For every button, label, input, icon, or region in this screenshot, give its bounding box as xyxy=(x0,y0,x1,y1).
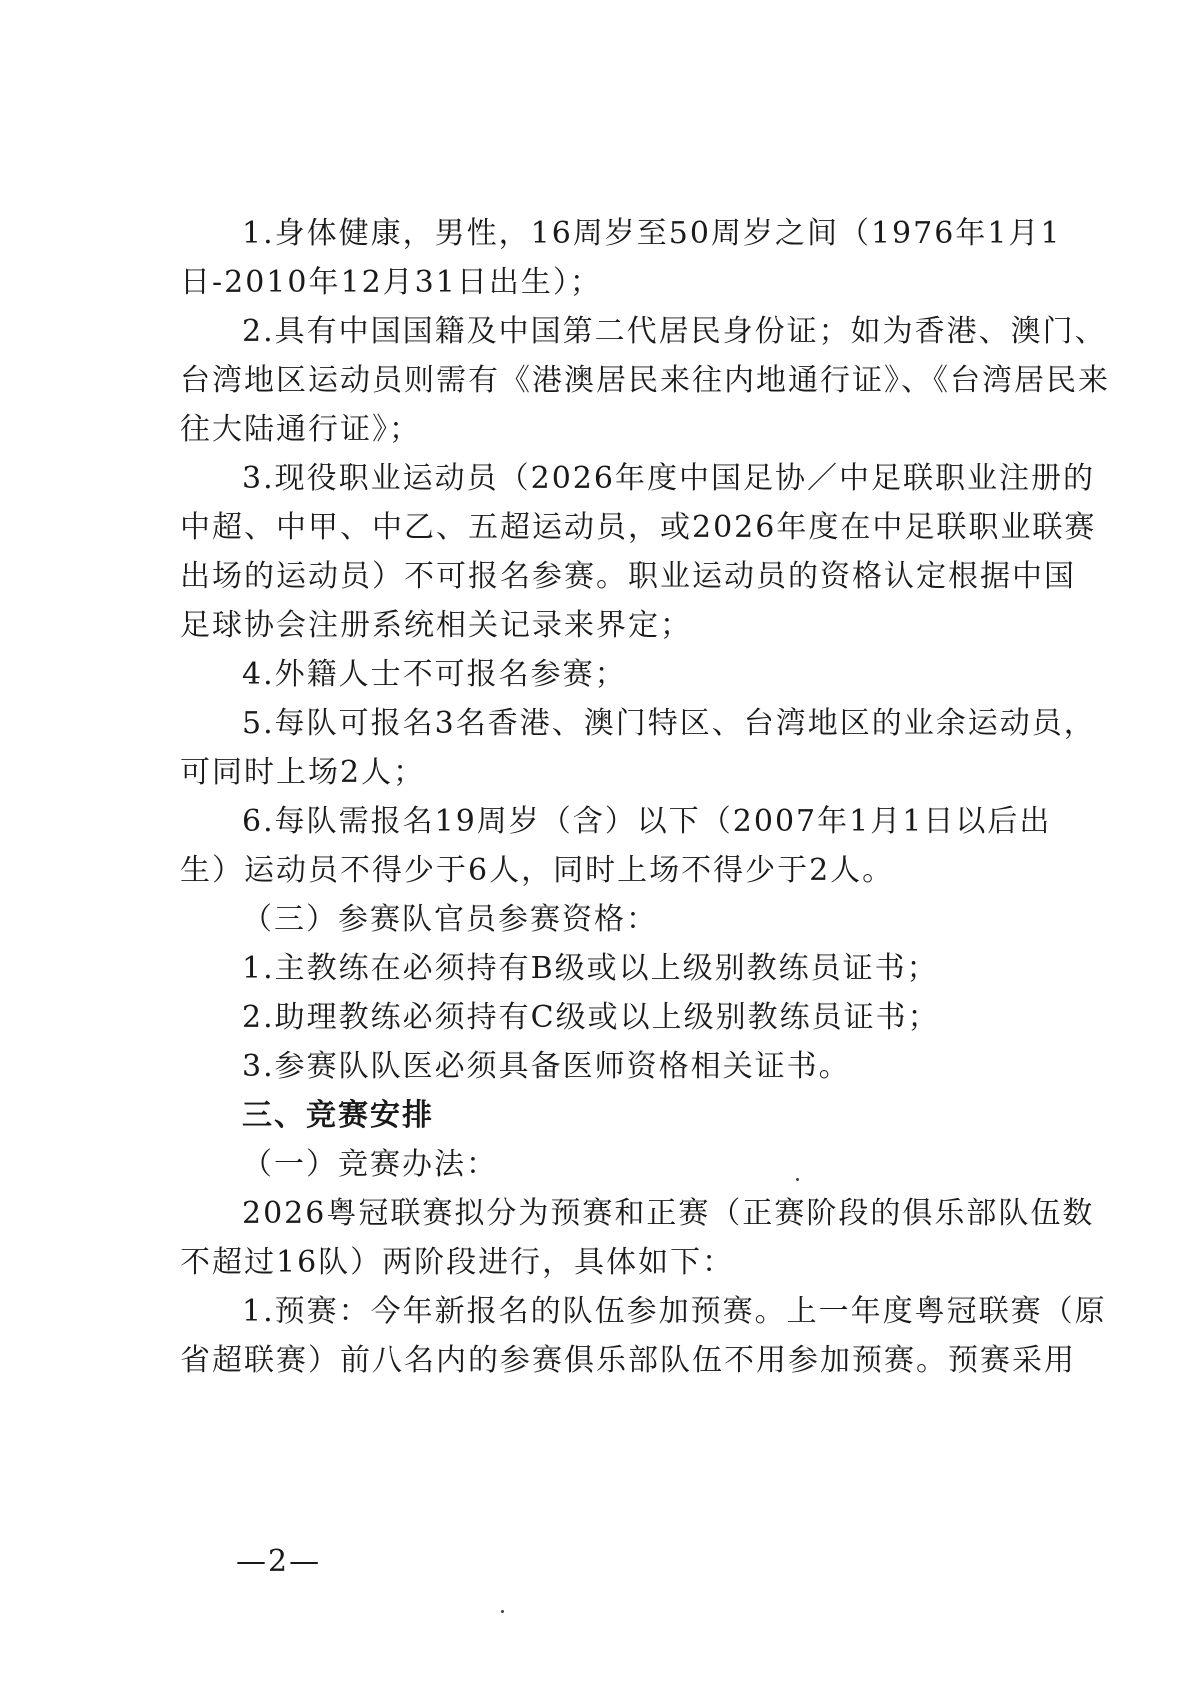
scan-speck xyxy=(796,1178,799,1181)
paragraph-line: 出场的运动员）不可报名参赛。职业运动员的资格认定根据中国 xyxy=(180,559,1076,594)
paragraph-line: 足球协会注册系统相关记录来界定； xyxy=(180,608,692,643)
paragraph-line: 3.现役职业运动员（2026年度中国足协／中足联职业注册的 xyxy=(242,461,1095,496)
paragraph-line: 2026粤冠联赛拟分为预赛和正赛（正赛阶段的俱乐部队伍数 xyxy=(242,1196,1095,1231)
paragraph-line: 5.每队可报名3名香港、澳门特区、台湾地区的业余运动员， xyxy=(242,706,1096,741)
paragraph-line: 2.具有中国国籍及中国第二代居民身份证；如为香港、澳门、 xyxy=(242,314,1107,349)
scan-speck xyxy=(501,1610,504,1613)
paragraph-line: 生）运动员不得少于6人，同时上场不得少于2人。 xyxy=(180,853,895,888)
page-number: —2— xyxy=(236,1544,322,1579)
paragraph-line: 6.每队需报名19周岁（含）以下（2007年1月1日以后出 xyxy=(242,804,1052,839)
paragraph-line: 往大陆通行证》； xyxy=(180,412,421,447)
section-subheading: （一）竞赛办法： xyxy=(242,1147,498,1182)
section-heading: 三、竞赛安排 xyxy=(242,1098,434,1133)
paragraph-line: 3.参赛队队医必须具备医师资格相关证书。 xyxy=(242,1049,851,1084)
paragraph-line: 中超、中甲、中乙、五超运动员，或2026年度在中足联职业联赛 xyxy=(180,510,1097,545)
paragraph-line: 不超过16队）两阶段进行，具体如下： xyxy=(180,1245,735,1280)
paragraph-line: 日-2010年12月31日出生）； xyxy=(180,265,602,300)
paragraph-line: 省超联赛）前八名内的参赛俱乐部队伍不用参加预赛。预赛采用 xyxy=(180,1343,1076,1378)
paragraph-line: 1.身体健康，男性，16周岁至50周岁之间（1976年1月1 xyxy=(242,216,1062,251)
paragraph-line: 可同时上场2人； xyxy=(180,755,426,790)
paragraph-line: 1.预赛：今年新报名的队伍参加预赛。上一年度粤冠联赛（原 xyxy=(242,1294,1107,1329)
paragraph-line: 2.助理教练必须持有C级或以上级别教练员证书； xyxy=(242,1000,940,1035)
paragraph-line: 4.外籍人士不可报名参赛； xyxy=(242,657,627,692)
paragraph-line: 1.主教练在必须持有B级或以上级别教练员证书； xyxy=(242,951,939,986)
section-subheading: （三）参赛队官员参赛资格： xyxy=(242,902,658,937)
paragraph-line: 台湾地区运动员则需有《港澳居民来往内地通行证》、《台湾居民来 xyxy=(180,363,1110,398)
